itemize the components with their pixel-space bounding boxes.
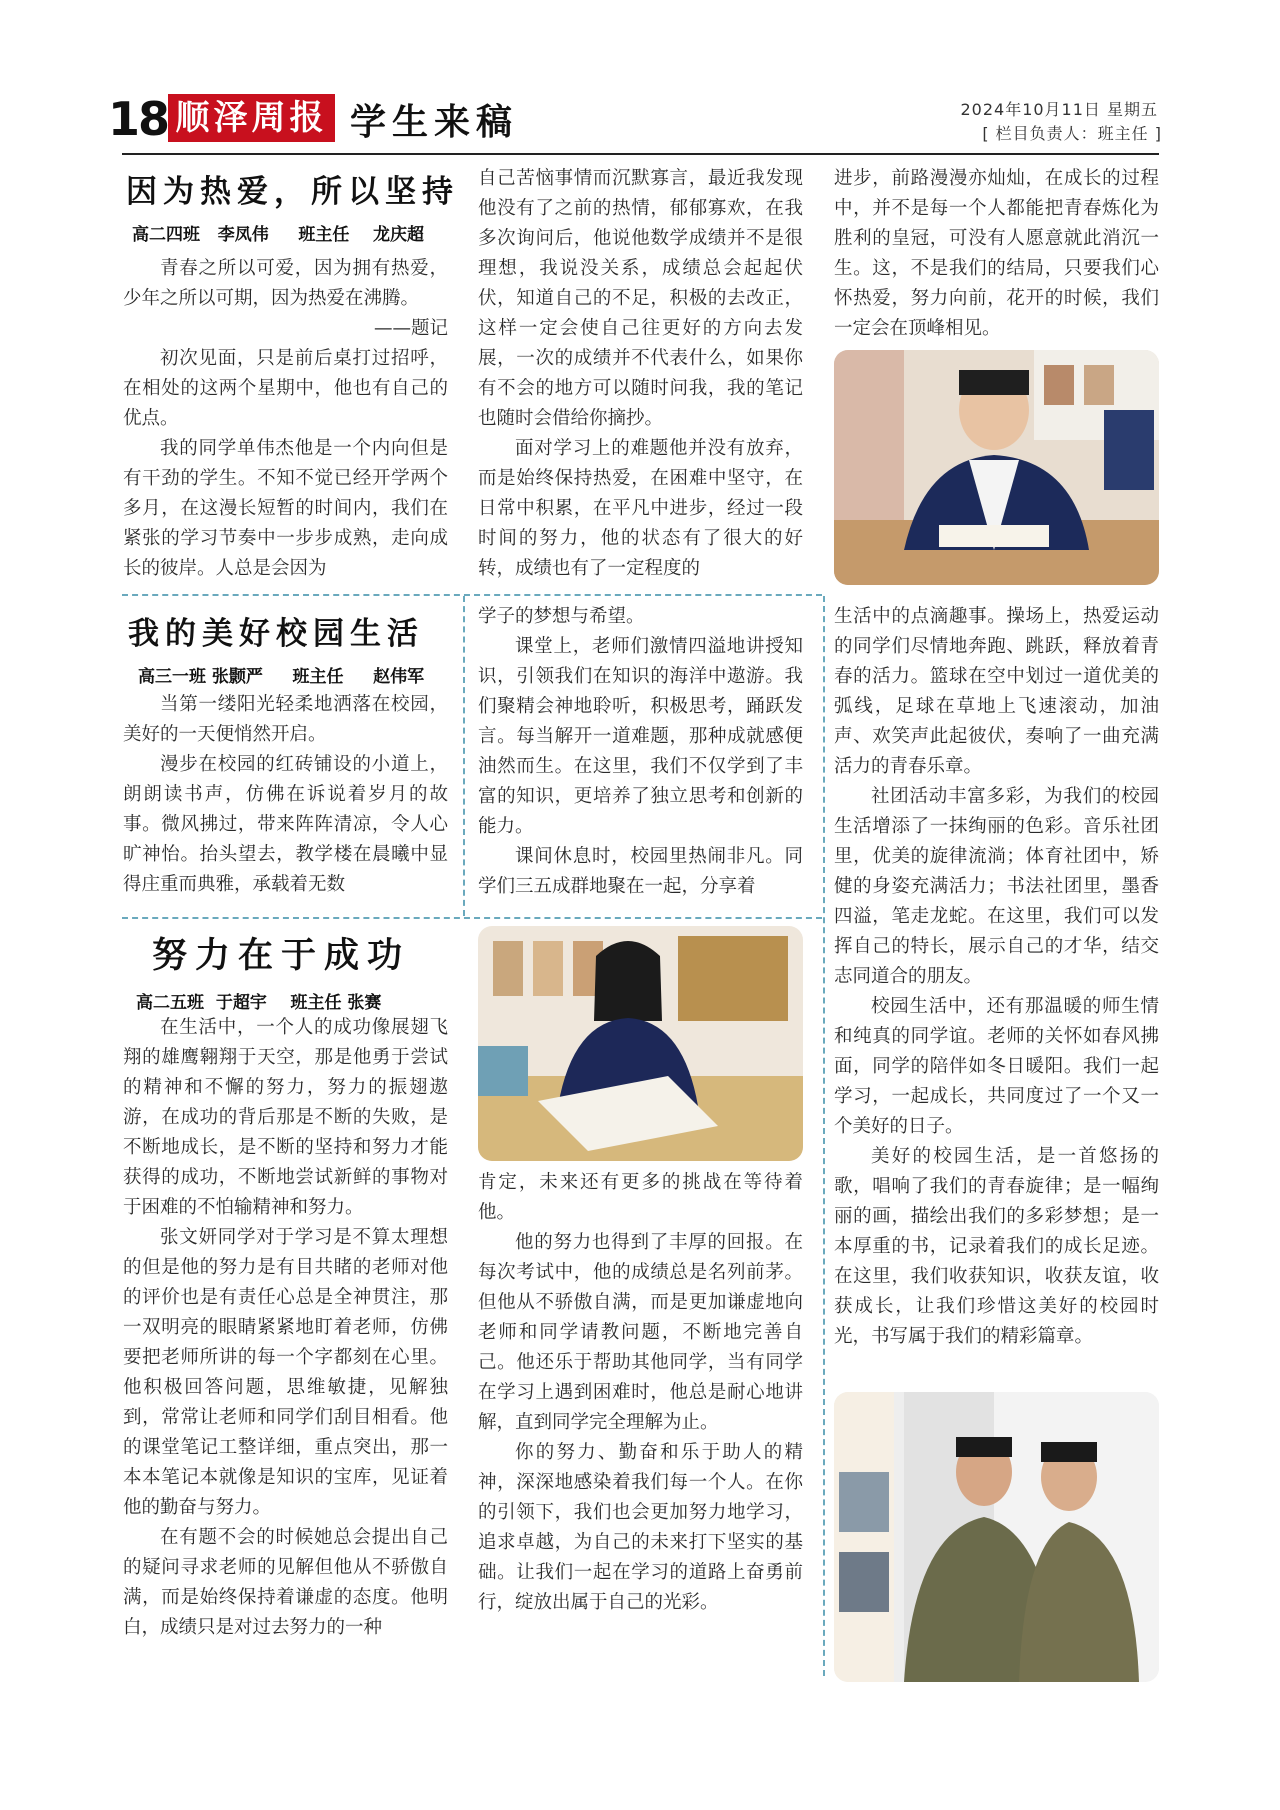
paragraph: 进步，前路漫漫亦灿灿，在成长的过程中，并不是每一个人都能把青春炼化为胜利的皇冠，可没有人愿意就此消沉一生。这，不是我们的结局，只要我们心怀热爱，努力向前，花开的时候，我们一定会在顶峰相见。 [834, 168, 1159, 339]
paragraph: 你的努力、勤奋和乐于助人的精神，深深地感染着我们每一个人。在你的引领下，我们也会更加努力地学习，追求卓越，为自己的未来打下坚实的基础。让我们一起在学习的道路上奋勇前行，绽放出属于自己的光彩。 [478, 1442, 803, 1613]
paragraph: 初次见面，只是前后桌打过招呼，在相处的这两个星期中，他也有自己的优点。 [123, 348, 448, 429]
article-title: 我的美好校园生活 [128, 616, 424, 652]
header-rule [122, 153, 1159, 155]
paragraph: 漫步在校园的红砖铺设的小道上，朗朗读书声，仿佛在诉说着岁月的故事。微风拂过，带来阵阵清凉，令人心旷神怡。抬头望去，教学楼在晨曦中显得庄重而典雅，承载着无数 [123, 754, 448, 895]
page-number: 18 [108, 92, 169, 146]
paragraph: 在生活中，一个人的成功像展翅飞翔的雄鹰翱翔于天空，那是他勇于尝试的精神和不懈的努力，努力的振翅遨游，在成功的背后那是不断的失败，是不断地成长，是不断的坚持和努力才能获得的成功，不断地尝试新鲜的事物对于困难的不怕输精神和努力。 [123, 1017, 448, 1218]
article-byline: 高三一班 张颢严 班主任 赵伟军 [138, 667, 425, 687]
article3-column-2 [478, 1168, 803, 1618]
students-uniform-photo [834, 1392, 1159, 1682]
divider-vertical [463, 596, 465, 916]
paragraph: 社团活动丰富多彩，为我们的校园生活增添了一抹绚丽的色彩。音乐社团里，优美的旋律流淌；体育社团中，矫健的身姿充满活力；书法社团里，墨香四溢，笔走龙蛇。在这里，我们可以发挥自己的特长，展示自己的才华，结交志同道合的朋友。 [834, 786, 1159, 987]
article-byline: 高二五班 于超宇 班主任 张赛 [136, 993, 382, 1013]
paragraph: 在有题不会的时候她总会提出自己的疑问寻求老师的见解但他从不骄傲自满，而是始终保持着谦虚的态度。他明白，成绩只是对过去努力的一种 [123, 1527, 448, 1638]
article2-column-2 [478, 602, 803, 902]
paragraph: 面对学习上的难题他并没有放弃，而是始终保持热爱，在困难中坚守，在日常中积累，在平凡中进步，经过一段时间的努力，他的状态有了很大的好转，成绩也有了一定程度的 [478, 438, 803, 579]
article1-column-3 [834, 164, 1159, 344]
divider-vertical [823, 596, 825, 1676]
paragraph: 肯定，未来还有更多的挑战在等待着他。 [478, 1172, 803, 1223]
paragraph: 课堂上，老师们激情四溢地讲授知识，引领我们在知识的海洋中遨游。我们聚精会神地聆听，积极思考，踊跃发言。每当解开一道难题，那种成就感便油然而生。在这里，我们不仅学到了丰富的知识，更培养了独立思考和创新的能力。 [478, 636, 803, 837]
column-editor: [ 栏目负责人：班主任 ] [982, 124, 1162, 143]
paragraph: 校园生活中，还有那温暖的师生情和纯真的同学谊。老师的关怀如春风拂面，同学的陪伴如冬日暖阳。我们一起学习，一起成长，共同度过了一个又一个美好的日子。 [834, 996, 1159, 1137]
article-title: 努力在于成功 [152, 936, 411, 976]
student-writing-photo [834, 350, 1159, 585]
newspaper-nameplate: 顺泽周报 [168, 94, 335, 142]
section-title: 学生来稿 [350, 102, 519, 143]
paragraph: 我的同学单伟杰他是一个内向但是有干劲的学生。不知不觉已经开学两个多月，在这漫长短暂的时间内，我们在紧张的学习节奏中一步步成熟，走向成长的彼岸。人总是会因为 [123, 438, 448, 579]
epigraph-attribution: ——题记 [373, 318, 448, 339]
divider-horizontal [122, 594, 822, 596]
student-reading-photo [478, 926, 803, 1161]
paragraph: 学子的梦想与希望。 [478, 606, 645, 627]
article2-column-1 [123, 690, 448, 900]
paragraph: 当第一缕阳光轻柔地洒落在校园，美好的一天便悄然开启。 [123, 694, 448, 745]
article-title: 因为热爱，所以坚持 [126, 174, 459, 210]
paragraph: 生活中的点滴趣事。操场上，热爱运动的同学们尽情地奔跑、跳跃，释放着青春的活力。篮球在空中划过一道优美的弧线，足球在草地上飞速滚动，加油声、欢笑声此起彼伏，奏响了一曲充满活力的青春乐章。 [834, 606, 1159, 777]
article1-column-2 [478, 164, 803, 584]
paragraph: 自己苦恼事情而沉默寡言，最近我发现他没有了之前的热情，郁郁寡欢，在我多次询问后，他说他数学成绩并不是很理想，我说没关系，成绩总会起起伏伏，知道自己的不足，积极的去改正，这样一定会使自己往更好的方向去发展，一次的成绩并不代表什么，如果你有不会的地方可以随时问我，我的笔记也随时会借给你摘抄。 [478, 168, 803, 429]
article-byline: 高二四班 李凤伟 班主任 龙庆超 [132, 225, 425, 245]
paragraph: 张文妍同学对于学习是不算太理想的但是他的努力是有目共睹的老师对他的评价也是有责任心总是全神贯注，那一双明亮的眼睛紧紧地盯着老师，仿佛要把老师所讲的每一个字都刻在心里。他积极回答问题，思维敏捷，见解独到，常常让老师和同学们刮目相看。他的课堂笔记工整详细，重点突出，那一本本笔记本就像是知识的宝库，见证着他的勤奋与努力。 [123, 1227, 448, 1518]
divider-horizontal [122, 917, 822, 919]
article2-column-3 [834, 602, 1159, 1352]
paragraph: 美好的校园生活，是一首悠扬的歌，唱响了我们的青春旋律；是一幅绚丽的画，描绘出我们的多彩梦想；是一本厚重的书，记录着我们的成长足迹。在这里，我们收获知识，收获友谊，收获成长，让我们珍惜这美好的校园时光，书写属于我们的精彩篇章。 [834, 1146, 1159, 1347]
article3-column-1 [123, 1013, 448, 1643]
paragraph: 他的努力也得到了丰厚的回报。在每次考试中，他的成绩总是名列前茅。但他从不骄傲自满，而是更加谦虚地向老师和同学请教问题，不断地完善自己。他还乐于帮助其他同学，当有同学在学习上遇到困难时，他总是耐心地讲解，直到同学完全理解为止。 [478, 1232, 803, 1433]
paragraph: 课间休息时，校园里热闹非凡。同学们三五成群地聚在一起，分享着 [478, 846, 803, 897]
article1-column-1 [123, 254, 448, 584]
issue-date: 2024年10月11日 星期五 [960, 100, 1158, 119]
paragraph: 青春之所以可爱，因为拥有热爱，少年之所以可期，因为热爱在沸腾。 [123, 258, 448, 309]
